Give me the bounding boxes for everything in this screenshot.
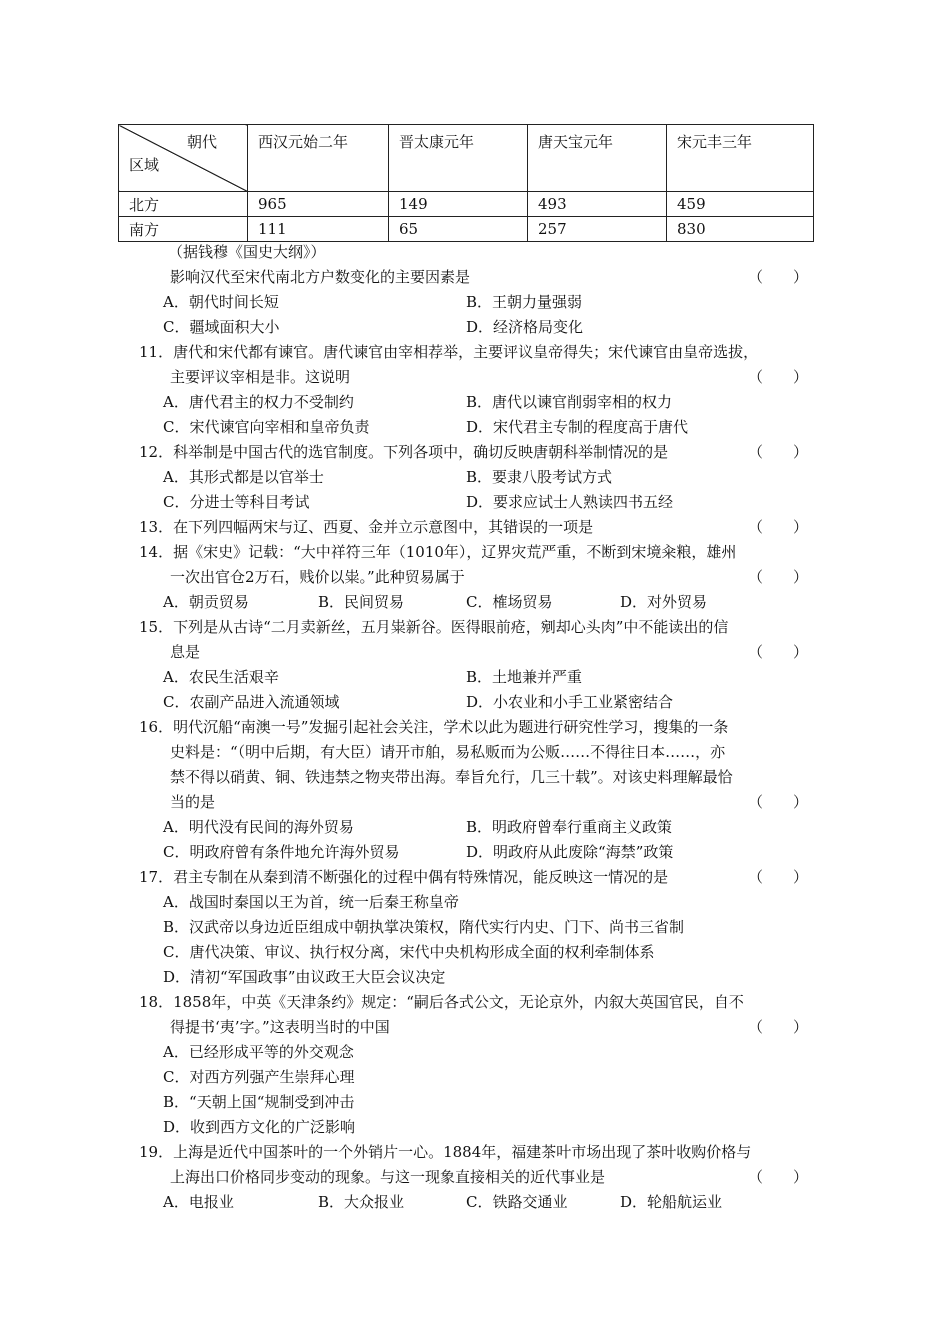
table-row-label: 北方	[119, 192, 248, 217]
q19-stem: 19．上海是近代中国茶叶的一个外销片一心。1884年，福建茶叶市场出现了茶叶收购价格与	[139, 1143, 752, 1161]
q10-option-d[interactable]: D．经济格局变化	[466, 318, 584, 336]
q19-stem-cont: 上海出口价格同步变动的现象。与这一现象直接相关的近代事业是	[170, 1168, 606, 1186]
table-row	[119, 192, 814, 217]
q10-stem: 影响汉代至宋代南北方户数变化的主要因素是	[170, 268, 471, 286]
table-row	[119, 217, 814, 242]
q11-option-b[interactable]: B．唐代以谏官削弱宰相的权力	[466, 393, 673, 411]
q11-option-c[interactable]: C．宋代谏官向宰相和皇帝负责	[163, 418, 370, 436]
q19-option-d[interactable]: D．轮船航运业	[620, 1193, 723, 1211]
q16-option-c[interactable]: C．明政府曾有条件地允许海外贸易	[163, 843, 400, 861]
q18-option-a[interactable]: A．已经形成平等的外交观念	[163, 1043, 354, 1061]
answer-bracket[interactable]: （ ）	[748, 368, 809, 386]
q14-stem: 14．据《宋史》记载：“大中祥符三年（1010年），辽界灾荒严重，不断到宋境籴粮，雄州	[139, 543, 737, 561]
q15-stem: 15．下列是从古诗“二月卖新丝，五月粜新谷。医得眼前疮，剜却心头肉”中不能读出的信	[139, 618, 729, 636]
answer-bracket[interactable]: （ ）	[748, 868, 809, 886]
table-cell: 493	[528, 192, 667, 217]
q18-stem-cont: 得提书‘夷’字。”这表明当时的中国	[170, 1018, 390, 1036]
corner-region-label: 区域	[129, 156, 160, 174]
q12-option-d[interactable]: D．要求应试士人熟读四书五经	[466, 493, 674, 511]
q14-option-c[interactable]: C．榷场贸易	[466, 593, 553, 611]
table-header-cell: 唐天宝元年	[528, 125, 667, 192]
q18-stem: 18．1858年，中英《天津条约》规定：“嗣后各式公文，无论京外，内叙大英国官民，自不	[139, 993, 744, 1011]
q11-stem: 11．唐代和宋代都有谏官。唐代谏官由宰相荐举，主要评议皇帝得失；宋代谏官由皇帝选拔，	[139, 343, 759, 361]
q15-option-a[interactable]: A．农民生活艰辛	[163, 668, 279, 686]
q16-stem-cont: 禁不得以硝黄、铜、铁违禁之物夹带出海。奉旨允行，几三十载”。对该史料理解最恰	[170, 768, 733, 786]
q17-option-d[interactable]: D．清初“军国政事”由议政王大臣会议决定	[163, 968, 446, 986]
q14-option-a[interactable]: A．朝贡贸易	[163, 593, 249, 611]
q14-option-d[interactable]: D．对外贸易	[620, 593, 708, 611]
q12-stem: 12．科举制是中国古代的选官制度。下列各项中，确切反映唐朝科举制情况的是	[139, 443, 669, 461]
q14-option-b[interactable]: B．民间贸易	[318, 593, 405, 611]
table-corner-cell	[119, 125, 248, 192]
q17-option-b[interactable]: B．汉武帝以身边近臣组成中朝执掌决策权，隋代实行内史、门下、尚书三省制	[163, 918, 685, 936]
q17-stem: 17．君主专制在从秦到清不断强化的过程中偶有特殊情况，能反映这一情况的是	[139, 868, 669, 886]
answer-bracket[interactable]: （ ）	[748, 793, 809, 811]
answer-bracket[interactable]: （ ）	[748, 443, 809, 461]
q12-option-a[interactable]: A．其形式都是以官举士	[163, 468, 324, 486]
table-cell: 459	[667, 192, 814, 217]
q18-option-d[interactable]: D．收到西方文化的广泛影响	[163, 1118, 356, 1136]
answer-bracket[interactable]: （ ）	[748, 518, 809, 536]
q10-option-a[interactable]: A．朝代时间长短	[163, 293, 279, 311]
table-cell: 111	[248, 217, 389, 242]
q16-stem: 16．明代沉船“南澳一号”发掘引起社会关注，学术以此为题进行研究性学习，搜集的一条	[139, 718, 729, 736]
answer-bracket[interactable]: （ ）	[748, 268, 809, 286]
table-cell: 257	[528, 217, 667, 242]
q12-option-c[interactable]: C．分进士等科目考试	[163, 493, 310, 511]
population-table	[118, 124, 814, 242]
q11-stem-cont: 主要评议宰相是非。这说明	[170, 368, 351, 386]
q15-stem-cont: 息是	[170, 643, 201, 661]
q16-stem-cont: 当的是	[170, 793, 216, 811]
q15-option-d[interactable]: D．小农业和小手工业紧密结合	[466, 693, 674, 711]
q15-option-b[interactable]: B．土地兼并严重	[466, 668, 583, 686]
q10-option-b[interactable]: B．王朝力量强弱	[466, 293, 583, 311]
q16-option-a[interactable]: A．明代没有民间的海外贸易	[163, 818, 354, 836]
q10-option-c[interactable]: C．疆域面积大小	[163, 318, 280, 336]
table-row-label: 南方	[119, 217, 248, 242]
q11-option-d[interactable]: D．宋代君主专制的程度高于唐代	[466, 418, 689, 436]
table-cell: 65	[389, 217, 528, 242]
corner-dynasty-label: 朝代	[186, 133, 217, 151]
q12-option-b[interactable]: B．要隶八股考试方式	[466, 468, 613, 486]
table-header-cell: 西汉元始二年	[248, 125, 389, 192]
q17-option-c[interactable]: C．唐代决策、审议、执行权分离，宋代中央机构形成全面的权利牵制体系	[163, 943, 655, 961]
table-header-row	[119, 125, 814, 192]
table-source: （据钱穆《国史大纲》）	[168, 243, 326, 261]
answer-bracket[interactable]: （ ）	[748, 1168, 809, 1186]
table-cell: 830	[667, 217, 814, 242]
q15-option-c[interactable]: C．农副产品进入流通领域	[163, 693, 340, 711]
table-cell: 965	[248, 192, 389, 217]
q11-option-a[interactable]: A．唐代君主的权力不受制约	[163, 393, 354, 411]
answer-bracket[interactable]: （ ）	[748, 568, 809, 586]
q18-option-c[interactable]: C．对西方列强产生崇拜心理	[163, 1068, 355, 1086]
q19-option-b[interactable]: B．大众报业	[318, 1193, 405, 1211]
table-header-cell: 宋元丰三年	[667, 125, 814, 192]
answer-bracket[interactable]: （ ）	[748, 1018, 809, 1036]
q19-option-c[interactable]: C．铁路交通业	[466, 1193, 568, 1211]
table-header-cell: 晋太康元年	[389, 125, 528, 192]
q19-option-a[interactable]: A．电报业	[163, 1193, 234, 1211]
q13-stem: 13．在下列四幅两宋与辽、西夏、金并立示意图中，其错误的一项是	[139, 518, 594, 536]
q16-stem-cont: 史料是：“（明中后期，有大臣）请开市舶，易私贩而为公贩……不得往日本……，亦	[170, 743, 726, 761]
q14-stem-cont: 一次出官仓2万石，贱价以粜。”此种贸易属于	[170, 568, 465, 586]
q16-option-b[interactable]: B．明政府曾奉行重商主义政策	[466, 818, 673, 836]
q16-option-d[interactable]: D．明政府从此废除“海禁”政策	[466, 843, 674, 861]
table-cell: 149	[389, 192, 528, 217]
q18-option-b[interactable]: B．“天朝上国“规制受到冲击	[163, 1093, 355, 1111]
answer-bracket[interactable]: （ ）	[748, 643, 809, 661]
q17-option-a[interactable]: A．战国时秦国以王为首，统一后秦王称皇帝	[163, 893, 459, 911]
